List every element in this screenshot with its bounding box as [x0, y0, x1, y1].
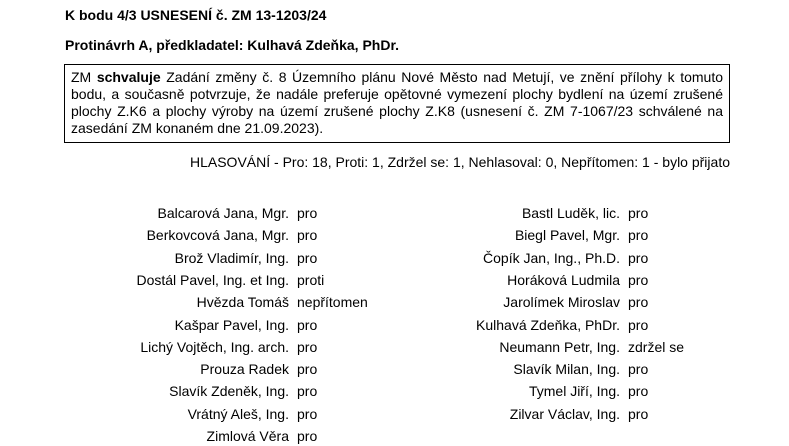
member-vote: pro — [297, 249, 318, 266]
member-name: Dostál Pavel, Ing. et Ing. — [136, 271, 289, 288]
member-vote: pro — [297, 316, 318, 333]
vote-row — [0, 292, 789, 312]
member-vote: pro — [628, 383, 649, 400]
member-name: Horáková Ludmila — [507, 271, 620, 288]
resolution-verb: schvaluje — [96, 69, 161, 85]
member-name: Bastl Luděk, lic. — [521, 205, 620, 221]
vote-row — [0, 203, 789, 223]
member-name: Prouza Radek — [200, 361, 289, 378]
member-name: Zilvar Václav, Ing. — [509, 405, 620, 422]
member-vote: pro — [297, 338, 318, 355]
member-name: Tymel Jiří, Ing. — [528, 383, 620, 400]
vote-row — [0, 404, 789, 424]
vote-row — [0, 359, 789, 379]
member-vote: pro — [628, 249, 649, 266]
member-vote: pro — [628, 294, 649, 311]
vote-row — [0, 248, 789, 268]
vote-row — [0, 225, 789, 245]
member-name: Jarolímek Miroslav — [503, 294, 620, 311]
vote-row — [0, 270, 789, 290]
resolution-box — [64, 64, 730, 143]
vote-row — [0, 337, 789, 357]
member-vote: pro — [628, 271, 649, 288]
member-vote: pro — [297, 205, 318, 221]
member-vote: proti — [297, 271, 325, 288]
resolution-text: Zadání změny č. 8 Územního plánu Nové Město nad Metují, ve znění přílohy k tomuto bodu, a současně potvrzuje, že nadále preferuje opětovné vymezení plochy bydlení na území zrušené plochy Z.K6 a plochy výroby na území zrušené plochy Z.K8 (usnesení č. ZM 7-1067/23 schválené na zasedání ZM konaném dne 21.09.2023). — [71, 69, 724, 136]
member-vote: pro — [297, 428, 318, 444]
member-name: Slavík Zdeněk, Ing. — [169, 383, 289, 400]
member-name: Hvězda Tomáš — [196, 294, 289, 311]
member-vote: pro — [628, 205, 649, 221]
proposal-heading: Protinávrh A, předkladatel: Kulhavá Zdeňka, PhDr. — [65, 37, 400, 53]
member-name: Slavík Milan, Ing. — [513, 361, 620, 378]
member-name: Brož Vladimír, Ing. — [174, 249, 289, 266]
member-vote: nepřítomen — [297, 294, 368, 311]
member-vote: pro — [297, 227, 318, 244]
vote-row — [0, 381, 789, 401]
member-vote: pro — [628, 361, 649, 378]
member-name: Kulhavá Zdeňka, PhDr. — [476, 316, 620, 333]
member-vote: pro — [628, 227, 649, 244]
member-vote: pro — [297, 405, 318, 422]
member-name: Balcarová Jana, Mgr. — [157, 205, 289, 221]
resolution-prefix: ZM — [71, 69, 97, 85]
member-vote: pro — [628, 316, 649, 333]
member-vote: pro — [297, 383, 318, 400]
member-name: Čopík Jan, Ing., Ph.D. — [483, 249, 620, 266]
member-name: Biegl Pavel, Mgr. — [514, 227, 620, 244]
member-vote: pro — [297, 361, 318, 378]
member-name: Zimlová Věra — [206, 428, 289, 444]
voting-summary: HLASOVÁNÍ - Pro: 18, Proti: 1, Zdržel se: 1, Nehlasoval: 0, Nepřítomen: 1 - bylo přijato — [189, 154, 730, 170]
member-name: Kašpar Pavel, Ing. — [174, 316, 289, 333]
member-name: Vrátný Aleš, Ing. — [187, 405, 289, 422]
member-vote: zdržel se — [628, 338, 685, 355]
member-name: Lichý Vojtěch, Ing. arch. — [140, 338, 289, 355]
member-name: Neumann Petr, Ing. — [499, 338, 620, 355]
member-name: Berkovcová Jana, Mgr. — [146, 227, 289, 244]
vote-row — [0, 426, 789, 446]
vote-row — [0, 315, 789, 335]
member-vote: pro — [628, 405, 649, 422]
resolution-heading: K bodu 4/3 USNESENÍ č. ZM 13-1203/24 — [65, 7, 327, 23]
